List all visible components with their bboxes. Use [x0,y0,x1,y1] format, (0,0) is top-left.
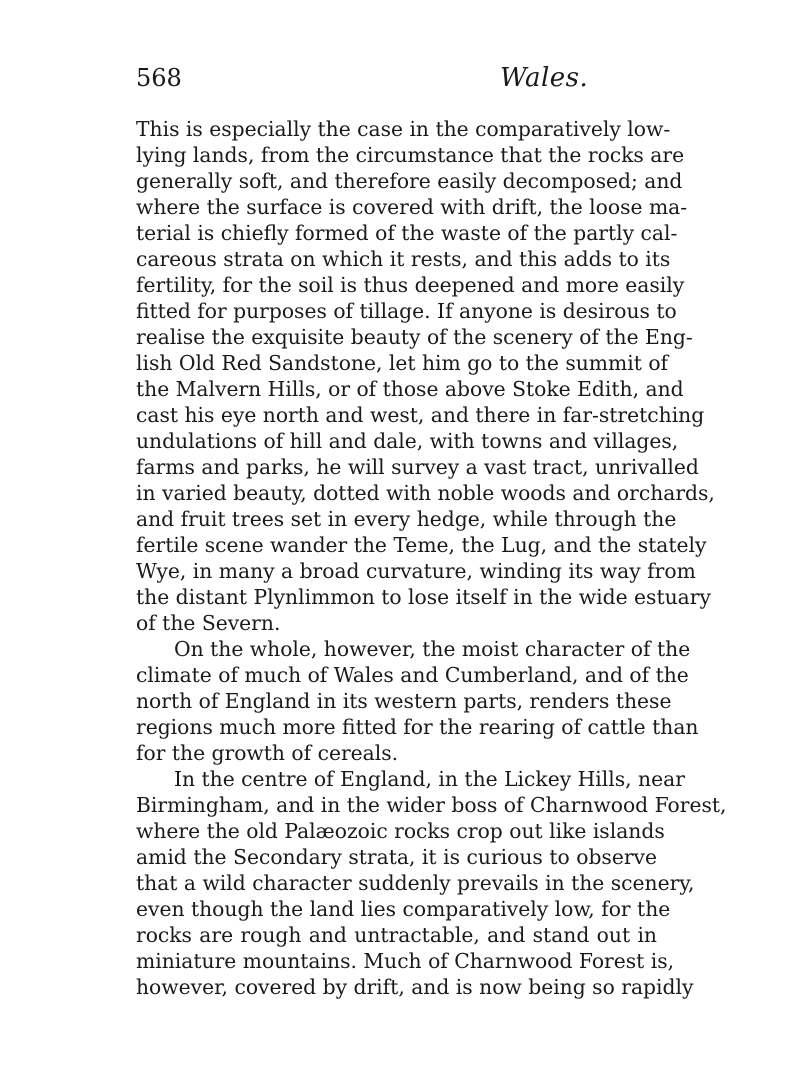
page-header [136,62,657,102]
text-line: careous strata on which it rests, and this adds to its [136,247,671,271]
text-line: the distant Plynlimmon to lose itself in the wide estuary [136,585,711,609]
text-line: lying lands, from the circumstance that the rocks are [136,143,685,167]
text-line: amid the Secondary strata, it is curious to observe [136,845,657,869]
text-line: fertile scene wander the Teme, the Lug, and the stately [136,533,707,557]
text-line: lish Old Red Sandstone, let him go to the summit of [136,351,669,375]
text-line: fitted for purposes of tillage. If anyone is desirous to [136,299,677,323]
text-line: farms and parks, he will survey a vast tract, unrivalled [136,455,699,479]
paragraph [136,636,699,766]
text-line: cast his eye north and west, and there in far-stretching [136,403,705,427]
text-line: In the centre of England, in the Lickey Hills, near [174,767,685,791]
page-number: 568 [136,64,182,92]
text-line: realise the exquisite beauty of the scenery of the Eng- [136,325,693,349]
text-line: Wye, in many a broad curvature, winding its way from [136,559,696,583]
text-line: climate of much of Wales and Cumberland, and of the [136,663,689,687]
text-line: On the whole, however, the moist character of the [174,637,691,661]
text-line: even though the land lies comparatively low, for the [136,897,671,921]
text-line: that a wild character suddenly prevails in the scenery, [136,871,695,895]
text-line: undulations of hill and dale, with towns and villages, [136,429,679,453]
text-line: in varied beauty, dotted with noble woods and orchards, [136,481,715,505]
text-line: of the Severn. [136,611,281,635]
text-line: terial is chiefly formed of the waste of the partly cal- [136,221,678,245]
text-line: rocks are rough and untractable, and stand out in [136,923,657,947]
text-line: where the old Palæozoic rocks crop out like islands [136,819,665,843]
text-line: fertility, for the soil is thus deepened and more easily [136,273,685,297]
text-line: regions much more fitted for the rearing of cattle than [136,715,699,739]
text-line: miniature mountains. Much of Charnwood Forest is, [136,949,675,973]
text-line: This is especially the case in the comparatively low- [136,117,671,141]
text-line: however, covered by drift, and is now being so rapidly [136,975,694,999]
text-line: for the growth of cereals. [136,741,399,765]
text-line: the Malvern Hills, or of those above Stoke Edith, and [136,377,684,401]
text-line: generally soft, and therefore easily decomposed; and [136,169,683,193]
text-line: Birmingham, and in the wider boss of Charnwood Forest, [136,793,727,817]
running-title: Wales. [500,63,589,93]
paragraph [136,116,715,636]
paragraph [136,766,727,1000]
body-text [136,116,727,1000]
text-line: and fruit trees set in every hedge, while through the [136,507,677,531]
text-line: where the surface is covered with drift, the loose ma- [136,195,688,219]
text-line: north of England in its western parts, renders these [136,689,672,713]
